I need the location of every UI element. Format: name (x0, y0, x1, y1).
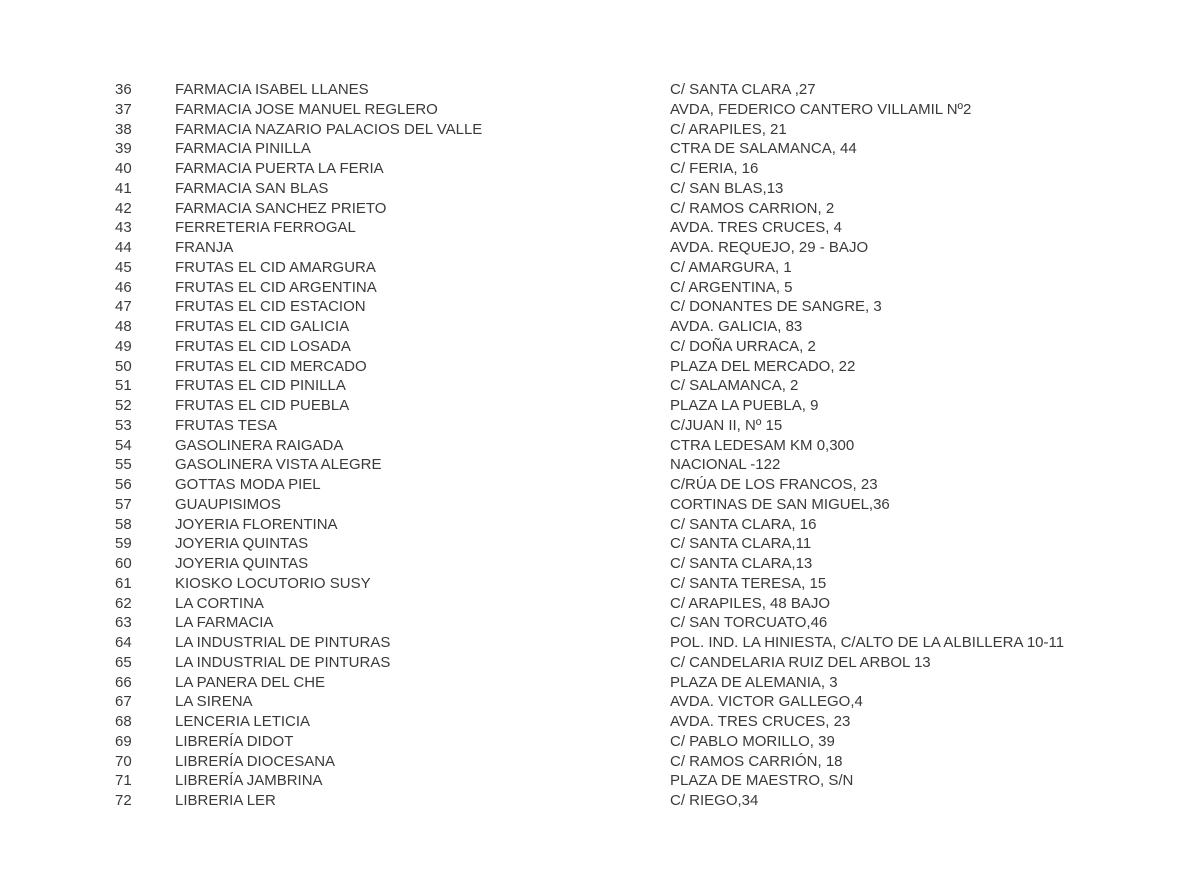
item-number: 50 (115, 357, 132, 375)
item-number: 68 (115, 713, 132, 730)
item-number: 62 (115, 594, 132, 612)
item-number: 65 (115, 653, 132, 671)
business-name: FARMACIA SANCHEZ PRIETO (175, 199, 387, 217)
business-address: C/ CANDELARIA RUIZ DEL ARBOL 13 (670, 653, 931, 671)
business-name: LA INDUSTRIAL DE PINTURAS (175, 653, 391, 671)
list-item (0, 376, 1200, 396)
business-address: C/ RAMOS CARRION, 2 (670, 199, 835, 217)
item-number: 37 (115, 100, 132, 118)
business-address: PLAZA DE ALEMANIA, 3 (670, 673, 838, 691)
business-address: PLAZA LA PUEBLA, 9 (670, 397, 819, 414)
list-item (0, 297, 1200, 317)
business-name: FRUTAS TESA (175, 416, 277, 434)
business-address: C/ RAMOS CARRIÓN, 18 (670, 752, 843, 770)
business-address: AVDA, FEDERICO CANTERO VILLAMIL Nº2 (670, 100, 972, 118)
business-address: PLAZA DE MAESTRO, S/N (670, 772, 854, 790)
business-name: LA SIRENA (175, 693, 253, 711)
business-name: LIBRERIA LER (175, 792, 276, 809)
business-address: AVDA. TRES CRUCES, 23 (670, 713, 851, 730)
business-name: LENCERIA LETICIA (175, 713, 311, 730)
business-name: FRUTAS EL CID ESTACION (175, 298, 366, 316)
business-address: C/ SANTA CLARA,11 (670, 535, 812, 553)
list-item (0, 712, 1200, 732)
list-item (0, 278, 1200, 298)
list-item (0, 534, 1200, 554)
list-item (0, 613, 1200, 633)
list-item (0, 238, 1200, 258)
business-name: LA PANERA DEL CHE (175, 673, 326, 691)
list-item (0, 139, 1200, 159)
business-address: C/ DOÑA URRACA, 2 (670, 337, 816, 355)
business-name: FARMACIA PINILLA (175, 140, 311, 158)
list-item (0, 120, 1200, 140)
business-address: C/ SANTA CLARA ,27 (670, 81, 816, 98)
list-item (0, 100, 1200, 120)
business-name: FRUTAS EL CID MERCADO (175, 357, 367, 375)
business-name: FERRETERIA FERROGAL (175, 219, 356, 237)
business-name: FRUTAS EL CID AMARGURA (175, 258, 376, 276)
business-address: C/ FERIA, 16 (670, 160, 759, 177)
business-address: C/ PABLO MORILLO, 39 (670, 732, 835, 750)
list-item (0, 475, 1200, 495)
item-number: 67 (115, 693, 132, 711)
business-address: C/ SANTA CLARA, 16 (670, 515, 817, 533)
business-name: GUAUPISIMOS (175, 495, 281, 513)
item-number: 55 (115, 456, 132, 474)
list-item (0, 653, 1200, 673)
business-address: C/ SALAMANCA, 2 (670, 377, 799, 395)
business-name: FRUTAS EL CID ARGENTINA (175, 278, 377, 296)
item-number: 51 (115, 377, 132, 395)
business-address: AVDA. GALICIA, 83 (670, 318, 803, 335)
item-number: 58 (115, 515, 132, 533)
business-name: KIOSKO LOCUTORIO SUSY (175, 574, 371, 592)
list-item (0, 771, 1200, 791)
business-name: LIBRERÍA DIOCESANA (175, 752, 336, 770)
list-item (0, 396, 1200, 416)
item-number: 61 (115, 574, 132, 592)
item-number: 42 (115, 199, 132, 217)
list-item (0, 673, 1200, 693)
business-address: C/ ARAPILES, 48 BAJO (670, 594, 831, 612)
item-number: 57 (115, 495, 132, 513)
item-number: 49 (115, 337, 132, 355)
business-name: LIBRERÍA JAMBRINA (175, 772, 323, 790)
list-item (0, 791, 1200, 811)
item-number: 48 (115, 318, 132, 335)
item-number: 36 (115, 81, 132, 98)
list-item (0, 199, 1200, 219)
item-number: 47 (115, 298, 132, 316)
list-item (0, 515, 1200, 535)
business-address: C/ SANTA TERESA, 15 (670, 574, 827, 592)
business-address: C/ SANTA CLARA,13 (670, 555, 813, 572)
business-name: LA CORTINA (175, 594, 264, 612)
item-number: 40 (115, 160, 132, 177)
business-name: JOYERIA FLORENTINA (175, 515, 338, 533)
item-number: 69 (115, 732, 132, 750)
business-name: GASOLINERA VISTA ALEGRE (175, 456, 382, 474)
business-name: FRUTAS EL CID LOSADA (175, 337, 351, 355)
item-number: 54 (115, 436, 132, 454)
business-name: LIBRERÍA DIDOT (175, 732, 294, 750)
list-item (0, 594, 1200, 614)
business-address: C/ ARAPILES, 21 (670, 120, 787, 138)
business-name: FARMACIA PUERTA LA FERIA (175, 160, 384, 177)
item-number: 66 (115, 673, 132, 691)
business-address: C/ ARGENTINA, 5 (670, 278, 793, 296)
list-item (0, 179, 1200, 199)
list-item (0, 317, 1200, 337)
business-address: NACIONAL -122 (670, 456, 781, 474)
business-address: C/JUAN II, Nº 15 (670, 416, 783, 434)
list-item (0, 337, 1200, 357)
item-number: 63 (115, 614, 132, 632)
list-item (0, 752, 1200, 772)
list-item (0, 258, 1200, 278)
business-name: FARMACIA NAZARIO PALACIOS DEL VALLE (175, 120, 483, 138)
business-address: C/ RIEGO,34 (670, 792, 759, 809)
business-address: C/ DONANTES DE SANGRE, 3 (670, 298, 882, 316)
business-address: PLAZA DEL MERCADO, 22 (670, 357, 856, 375)
item-number: 52 (115, 397, 132, 414)
business-name: FRUTAS EL CID PINILLA (175, 377, 346, 395)
list-item (0, 80, 1200, 100)
item-number: 56 (115, 476, 132, 493)
business-address: CTRA LEDESAM KM 0,300 (670, 436, 855, 454)
item-number: 38 (115, 120, 132, 138)
business-name: GOTTAS MODA PIEL (175, 476, 321, 493)
item-number: 64 (115, 634, 132, 651)
business-name: FARMACIA JOSE MANUEL REGLERO (175, 100, 438, 118)
business-name: LA INDUSTRIAL DE PINTURAS (175, 634, 391, 651)
item-number: 46 (115, 278, 132, 296)
item-number: 70 (115, 752, 132, 770)
list-item (0, 455, 1200, 475)
item-number: 53 (115, 416, 132, 434)
business-address: CORTINAS DE SAN MIGUEL,36 (670, 495, 890, 513)
item-number: 60 (115, 555, 132, 572)
business-list (0, 80, 1200, 811)
list-item (0, 574, 1200, 594)
business-address: AVDA. REQUEJO, 29 - BAJO (670, 239, 869, 256)
list-item (0, 159, 1200, 179)
list-item (0, 692, 1200, 712)
business-address: C/ SAN BLAS,13 (670, 179, 784, 197)
business-address: CTRA DE SALAMANCA, 44 (670, 140, 857, 158)
business-name: GASOLINERA RAIGADA (175, 436, 344, 454)
list-item (0, 436, 1200, 456)
item-number: 71 (115, 772, 132, 790)
list-item (0, 357, 1200, 377)
item-number: 59 (115, 535, 132, 553)
business-address: AVDA. VICTOR GALLEGO,4 (670, 693, 863, 711)
business-name: FRUTAS EL CID PUEBLA (175, 397, 350, 414)
item-number: 44 (115, 239, 132, 256)
business-address: POL. IND. LA HINIESTA, C/ALTO DE LA ALBILLERA 10-11 (670, 634, 1065, 651)
business-name: FARMACIA ISABEL LLANES (175, 81, 369, 98)
business-name: FARMACIA SAN BLAS (175, 179, 329, 197)
list-item (0, 416, 1200, 436)
business-address: C/ AMARGURA, 1 (670, 258, 792, 276)
business-name: FRANJA (175, 239, 234, 256)
list-item (0, 218, 1200, 238)
business-name: JOYERIA QUINTAS (175, 555, 309, 572)
business-address: C/RÚA DE LOS FRANCOS, 23 (670, 476, 878, 493)
business-address: AVDA. TRES CRUCES, 4 (670, 219, 842, 237)
list-item (0, 495, 1200, 515)
business-name: FRUTAS EL CID GALICIA (175, 318, 350, 335)
item-number: 45 (115, 258, 132, 276)
item-number: 41 (115, 179, 132, 197)
item-number: 72 (115, 792, 132, 809)
business-name: JOYERIA QUINTAS (175, 535, 309, 553)
item-number: 43 (115, 219, 132, 237)
item-number: 39 (115, 140, 132, 158)
list-item (0, 554, 1200, 574)
list-item (0, 732, 1200, 752)
business-name: LA FARMACIA (175, 614, 274, 632)
business-address: C/ SAN TORCUATO,46 (670, 614, 828, 632)
list-item (0, 633, 1200, 653)
